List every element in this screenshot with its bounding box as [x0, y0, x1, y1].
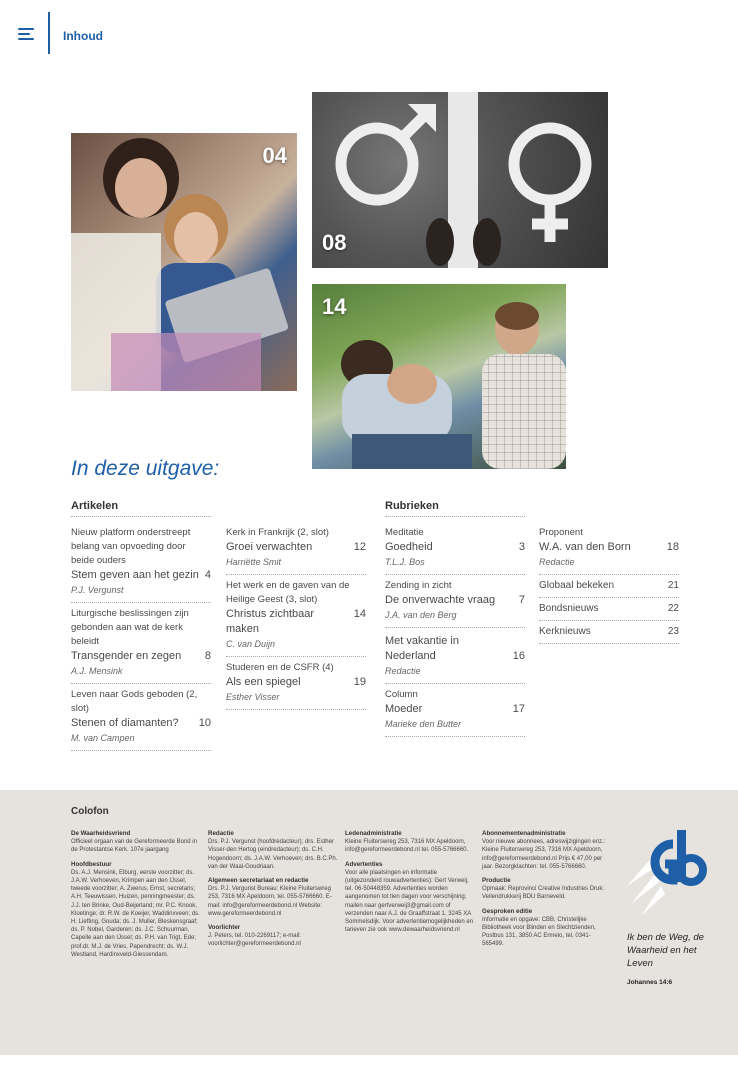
toc-page: 12: [353, 541, 366, 553]
toc-author: Redactie: [539, 557, 575, 567]
artikelen-col-2: [226, 522, 366, 710]
page-number-label: 04: [262, 143, 287, 168]
toc-page: 19: [353, 676, 366, 688]
article-image-gender-symbols[interactable]: [312, 92, 608, 268]
toc-title: W.A. van den Born: [539, 541, 631, 553]
toc-item[interactable]: Nieuw platform onderstreept belang van opvoeding door beide ouders Stem geven aan het gezin 4 P.J. Vergunst: [71, 522, 211, 603]
toc-title: Groei verwachten: [226, 541, 313, 553]
toc-author: P.J. Vergunst: [71, 585, 124, 595]
article-image-mother-daughter[interactable]: [71, 133, 297, 391]
colofon-col-2: Redactie Drs. P.J. Vergunst (hoofdredacteur); drs. Esther Visser-den Hertog (eindredacteur); ds. C.H. Hogendoorn; ds. J.A.W. Verhoeven; drs. B.C.Ph. van der Waal-Goudriaan. Algemeen secretariaat en redactie Drs. P.J. Vergunst Bureau: Kleine Fluiterswreg 253, 7316 MX Apeldoorn, tel. 055-5766660. E-mail: info@gereformeerdebond.nl Website: www.gereformeerdebond.nl Voorlichter J. Peters, tel. 010-2269117; e-mail: voorlichter@gereformeerdebond.nl: [208, 830, 338, 948]
colofon-title: Colofon: [71, 806, 109, 817]
toc-author: J.A. van den Berg: [385, 610, 457, 620]
colofon-col-3: Ledenadministratie Kleine Fluiterswreg 253, 7316 MX Apeldoorn, info@gereformeerdebond.nl tel. 055-5766660. Advertenties Voor alle plaatsingen en informatie (uitgezonderd rouwadvertenties): Gert Verweij, tel. 06-50448359. Advertenties worden aangenomen tot tien dagen voor verschijning; mailen naar gertverweij3@gmail.com of verzenden naar A.J. de Graaffstraat 1, 3245 XA Sommelsdijk. Voor advertentiemogelijkheden en tarieven zie ook www.dewaarheidsvriend.nl: [345, 830, 474, 934]
motto-reference: Johannes 14:6: [627, 979, 673, 986]
toc-title: Transgender en zegen: [71, 650, 182, 662]
rubrieken-col-2: [539, 522, 679, 644]
section-title: In deze uitgave:: [71, 457, 220, 480]
toc-page: 16: [512, 650, 525, 662]
toc-item[interactable]: Het werk en de gaven van de Heilige Geest (3, slot) Christus zichtbaar maken 14 C. van Duijn: [226, 575, 366, 657]
toc-title: Als een spiegel: [226, 676, 301, 688]
toc-title: Met vakantie in Nederland: [385, 635, 459, 662]
toc-title: Stenen of diamanten?: [71, 717, 179, 729]
toc-page: 3: [518, 541, 525, 553]
toc-item[interactable]: Meditatie Goedheid 3 T.L.J. Bos: [385, 522, 525, 575]
colofon-col-1: De Waarheidsvriend Officieel orgaan van de Gereformeerde Bond in de Protestantse Kerk. 107e jaargang Hoofdbestuur Ds. A.J. Mensink, Elburg, eerste voorzitter; ds. J.A.W. Verhoeven, Krimpen aan den IJssel, tweede voorzitter; A. Zwerus, Ernst, secretaris; A.H. Teeuwissen, Huizen, penningmeester; ds. J.J. ten Brinke, Oud-Beijerland; mr. P.C. Knook, Kloetinge; dr. R.W. de Koeijer, Waddinxveen; ds. H. Liefting, Gouda; ds. J. Muller, Bleskensgraaf; ds. P. Nobel, Garderen; ds. J.C. Schuurman, Capelle aan den IJssel; ds. P.H. van Trigt, Ede; prof.dr. M.J. de Vries, Papendrecht; ds. W.J. Westland, Hardinxveld-Giessendam.: [71, 830, 200, 958]
toc-page: 17: [512, 703, 525, 715]
motto: Ik ben de Weg, de Waarheid en het Leven: [627, 932, 704, 969]
toc-author: Esther Visser: [226, 692, 280, 702]
toc-page: 7: [518, 594, 525, 606]
artikelen-heading: Artikelen: [71, 500, 119, 512]
toc-author: T.L.J. Bos: [385, 557, 425, 567]
toc-item[interactable]: Bondsnieuws 22: [539, 598, 679, 621]
page-number-label: 08: [322, 230, 347, 255]
gereformeerde-bond-logo: [627, 826, 707, 916]
toc-author: Harriëtte Smit: [226, 557, 282, 567]
toc-item[interactable]: [385, 628, 525, 684]
toc-title: Stem geven aan het gezin: [71, 569, 199, 581]
toc-title: Goedheid: [385, 541, 433, 553]
toc-item[interactable]: Studeren en de CSFR (4) Als een spiegel 19 Esther Visser: [226, 657, 366, 710]
toc-item[interactable]: Kerk in Frankrijk (2, slot) Groei verwachten 12 Harriëtte Smit: [226, 522, 366, 575]
toc-item[interactable]: Zending in zicht De onverwachte vraag 7 J.A. van den Berg: [385, 575, 525, 628]
toc-page: 18: [666, 541, 679, 553]
toc-title: Christus zichtbaar maken: [226, 608, 315, 635]
toc-author: Redactie: [385, 666, 421, 676]
rubrieken-col-1: [385, 522, 525, 737]
toc-item[interactable]: Column Moeder 17 Marieke den Butter: [385, 684, 525, 737]
toc-item[interactable]: Liturgische beslissingen zijn gebonden aan wat de kerk beleidt Transgender en zegen 8 A.J. Mensink: [71, 603, 211, 684]
toc-item[interactable]: Globaal bekeken 21: [539, 575, 679, 598]
rubrieken-heading: Rubrieken: [385, 500, 439, 512]
toc-author: M. van Campen: [71, 733, 135, 743]
toc-page: 10: [198, 717, 211, 729]
toc-author: A.J. Mensink: [71, 666, 123, 676]
toc-page: 14: [353, 608, 366, 620]
toc-item[interactable]: Leven naar Gods geboden (2, slot) Stenen of diamanten? 10 M. van Campen: [71, 684, 211, 751]
article-image-comforting[interactable]: [312, 284, 566, 469]
page-number-label: 14: [322, 294, 347, 319]
artikelen-col-1: [71, 522, 211, 751]
toc-title: Moeder: [385, 703, 423, 715]
toc-item[interactable]: Proponent W.A. van den Born 18 Redactie: [539, 522, 679, 575]
toc-page: 4: [204, 569, 211, 581]
menu-icon[interactable]: [18, 28, 34, 42]
toc-page: 8: [204, 650, 211, 662]
toc-author: C. van Duijn: [226, 639, 276, 649]
toc-author: Marieke den Butter: [385, 719, 462, 729]
colofon-col-4: Abonnementenadministratie Voor nieuwe abonnees, adreswijzigingen enz.: Kleine Fluiterswreg 253, 7316 MX Apeldoorn, info@gereformeerdebond.nl Prijs € 47,00 per jaar. Bezorgklachten: tel. 055-5766660. Productie Opmaak: Reprovinci Creative Industries Druk: Veilendrukkerij BDU Barneveld. Gesproken editie Informatie en opgave: CBB, Christelijke Bibliotheek voor Blinden en Slechtzienden, Postbus 131, 3850 AC Ermelo, tel. 0341-565499.: [482, 830, 606, 948]
page-title[interactable]: Inhoud: [63, 29, 103, 43]
toc-item[interactable]: Kerknieuws 23: [539, 621, 679, 644]
header-divider: [48, 12, 50, 54]
toc-title: De onverwachte vraag: [385, 594, 496, 606]
